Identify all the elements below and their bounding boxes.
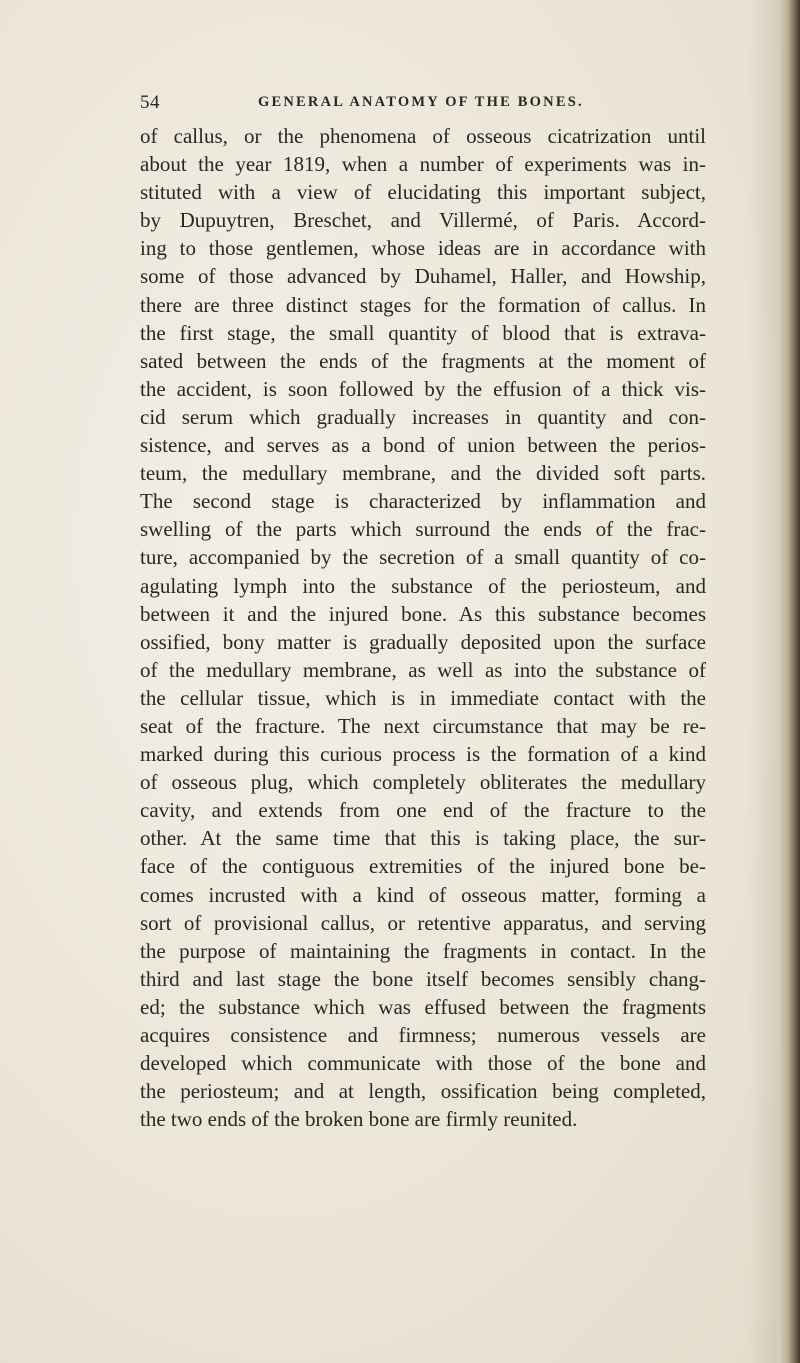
text-line: The second stage is characterized by inflammation and bbox=[140, 489, 706, 514]
text-line: cid serum which gradually increases in quantity and con- bbox=[140, 404, 706, 429]
text-line: cavity, and extends from one end of the fracture to the bbox=[140, 798, 706, 823]
text-line: of osseous plug, which completely obliterates the medullary bbox=[140, 770, 706, 795]
text-line: ture, accompanied by the secretion of a small quantity of co- bbox=[140, 545, 706, 570]
text-line: ossified, bony matter is gradually deposited upon the surface bbox=[140, 629, 706, 654]
text-line: the two ends of the broken bone are firmly reunited. bbox=[140, 1107, 578, 1132]
text-line: developed which communicate with those of the bone and bbox=[140, 1051, 706, 1076]
text-line: the periosteum; and at length, ossification being completed, bbox=[140, 1079, 706, 1104]
text-line: ing to those gentlemen, whose ideas are in accordance with bbox=[140, 236, 706, 261]
page-binding-edge bbox=[778, 0, 800, 1363]
text-line: agulating lymph into the substance of the periosteum, and bbox=[140, 573, 706, 598]
text-line: acquires consistence and firmness; numerous vessels are bbox=[140, 1023, 706, 1047]
text-line: teum, the medullary membrane, and the divided soft parts. bbox=[140, 461, 706, 486]
text-line: between it and the injured bone. As this substance becomes bbox=[140, 601, 706, 626]
text-line: comes incrusted with a kind of osseous matter, forming a bbox=[140, 882, 706, 907]
text-line: stituted with a view of elucidating this important subject, bbox=[140, 180, 706, 205]
text-line: of callus, or the phenomena of osseous cicatrization until bbox=[140, 124, 706, 148]
text-line: sated between the ends of the fragments at the moment of bbox=[140, 348, 706, 373]
text-line: other. At the same time that this is taking place, the sur- bbox=[140, 826, 706, 851]
binding-shadow bbox=[748, 0, 778, 1363]
text-line: face of the contiguous extremities of the injured bone be- bbox=[140, 854, 706, 879]
page-number: 54 bbox=[140, 92, 160, 113]
text-line: about the year 1819, when a number of experiments was in- bbox=[140, 152, 706, 177]
text-line: some of those advanced by Duhamel, Haller, and Howship, bbox=[140, 264, 706, 289]
text-line: swelling of the parts which surround the ends of the frac- bbox=[140, 517, 706, 542]
text-line: there are three distinct stages for the formation of callus. In bbox=[140, 292, 706, 317]
text-line: the first stage, the small quantity of blood that is extrava- bbox=[140, 320, 706, 345]
text-line: ed; the substance which was effused between the fragments bbox=[140, 994, 706, 1019]
text-line: sort of provisional callus, or retentive apparatus, and serving bbox=[140, 910, 706, 935]
text-line: seat of the fracture. The next circumstance that may be re- bbox=[140, 713, 706, 738]
text-line: the accident, is soon followed by the effusion of a thick vis- bbox=[140, 376, 706, 401]
text-line: by Dupuytren, Breschet, and Villermé, of Paris. Accord- bbox=[140, 208, 706, 233]
text-line: the cellular tissue, which is in immediate contact with the bbox=[140, 685, 706, 710]
text-line: the purpose of maintaining the fragments in contact. In the bbox=[140, 938, 706, 963]
running-head: GENERAL ANATOMY OF THE BONES. bbox=[258, 94, 584, 110]
text-line: of the medullary membrane, as well as into the substance of bbox=[140, 657, 706, 682]
page-header bbox=[140, 92, 700, 116]
text-line: marked during this curious process is the formation of a kind bbox=[140, 742, 706, 767]
text-line: sistence, and serves as a bond of union between the perios- bbox=[140, 433, 706, 458]
text-line: third and last stage the bone itself becomes sensibly chang- bbox=[140, 966, 706, 991]
body-paragraph bbox=[140, 122, 706, 1133]
